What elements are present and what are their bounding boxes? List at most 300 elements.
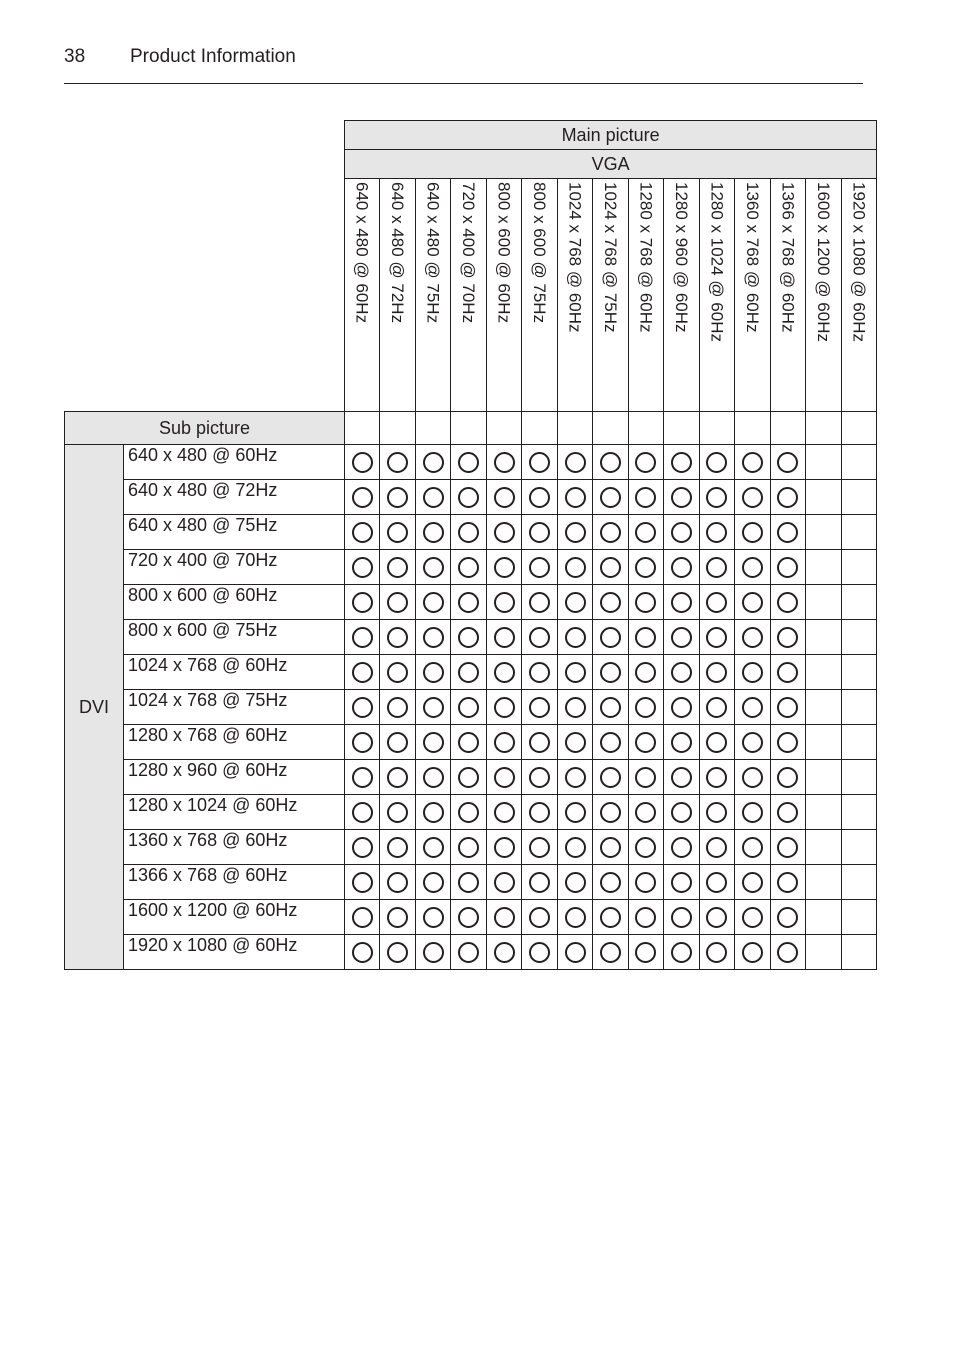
circle-icon (706, 942, 727, 963)
circle-icon (423, 872, 444, 893)
supported-cell (345, 690, 380, 725)
main-resolution-header (770, 179, 805, 412)
supported-cell (699, 480, 734, 515)
supported-cell (664, 585, 699, 620)
circle-icon (777, 592, 798, 613)
supported-cell (522, 690, 557, 725)
supported-cell (735, 900, 770, 935)
supported-cell (486, 725, 521, 760)
circle-icon (529, 557, 550, 578)
main-resolution-label: 640 x 480 @ 60Hz (352, 182, 372, 324)
circle-icon (706, 487, 727, 508)
circle-icon (494, 837, 515, 858)
supported-cell (522, 655, 557, 690)
supported-cell (699, 865, 734, 900)
main-resolution-header (345, 179, 380, 412)
supported-cell (522, 935, 557, 970)
main-resolution-label: 1280 x 768 @ 60Hz (636, 182, 656, 333)
circle-icon (565, 662, 586, 683)
circle-icon (352, 487, 373, 508)
supported-cell (735, 690, 770, 725)
main-resolution-label: 640 x 480 @ 72Hz (388, 182, 408, 324)
circle-icon (494, 767, 515, 788)
empty-cell (415, 412, 450, 445)
supported-cell (557, 480, 592, 515)
supported-cell (345, 585, 380, 620)
circle-icon (494, 627, 515, 648)
circle-icon (706, 592, 727, 613)
empty-cell (806, 550, 841, 585)
supported-cell (451, 655, 486, 690)
supported-cell (770, 900, 805, 935)
supported-cell (770, 515, 805, 550)
circle-icon (565, 592, 586, 613)
supported-cell (628, 515, 663, 550)
circle-icon (387, 452, 408, 473)
circle-icon (742, 487, 763, 508)
supported-cell (345, 900, 380, 935)
supported-cell (451, 690, 486, 725)
circle-icon (352, 592, 373, 613)
empty-cell (806, 865, 841, 900)
circle-icon (635, 487, 656, 508)
sub-picture-header: Sub picture (65, 412, 345, 445)
table-row (65, 795, 877, 830)
supported-cell (628, 760, 663, 795)
circle-icon (494, 592, 515, 613)
supported-cell (451, 480, 486, 515)
supported-cell (664, 550, 699, 585)
empty-cell (841, 550, 877, 585)
circle-icon (777, 837, 798, 858)
circle-icon (706, 557, 727, 578)
circle-icon (565, 627, 586, 648)
circle-icon (706, 697, 727, 718)
supported-cell (699, 585, 734, 620)
circle-icon (458, 697, 479, 718)
supported-cell (735, 585, 770, 620)
circle-icon (565, 487, 586, 508)
supported-cell (415, 760, 450, 795)
circle-icon (387, 942, 408, 963)
empty-cell (806, 795, 841, 830)
circle-icon (600, 802, 621, 823)
circle-icon (529, 627, 550, 648)
circle-icon (494, 802, 515, 823)
circle-icon (671, 627, 692, 648)
circle-icon (600, 907, 621, 928)
supported-cell (557, 620, 592, 655)
circle-icon (423, 942, 444, 963)
supported-cell (415, 900, 450, 935)
supported-cell (522, 515, 557, 550)
circle-icon (387, 802, 408, 823)
supported-cell (664, 515, 699, 550)
supported-cell (345, 935, 380, 970)
circle-icon (387, 697, 408, 718)
circle-icon (671, 732, 692, 753)
supported-cell (770, 550, 805, 585)
supported-cell (451, 830, 486, 865)
supported-cell (451, 900, 486, 935)
supported-cell (557, 655, 592, 690)
main-resolution-label: 1360 x 768 @ 60Hz (742, 182, 762, 333)
empty-cell (841, 480, 877, 515)
circle-icon (600, 942, 621, 963)
table-row (65, 445, 877, 480)
circle-icon (600, 452, 621, 473)
empty-cell (735, 412, 770, 445)
supported-cell (451, 550, 486, 585)
table-row (65, 620, 877, 655)
supported-cell (628, 585, 663, 620)
circle-icon (458, 662, 479, 683)
supported-cell (522, 900, 557, 935)
supported-cell (380, 445, 415, 480)
circle-icon (494, 942, 515, 963)
circle-icon (600, 662, 621, 683)
main-resolution-label: 800 x 600 @ 60Hz (494, 182, 514, 324)
circle-icon (742, 732, 763, 753)
circle-icon (600, 627, 621, 648)
main-resolution-header (415, 179, 450, 412)
empty-cell (841, 412, 877, 445)
circle-icon (600, 487, 621, 508)
supported-cell (593, 935, 628, 970)
table-body (65, 121, 877, 970)
supported-cell (380, 620, 415, 655)
circle-icon (529, 452, 550, 473)
circle-icon (706, 627, 727, 648)
sub-resolution-label: 800 x 600 @ 75Hz (124, 620, 345, 655)
circle-icon (671, 487, 692, 508)
supported-cell (415, 725, 450, 760)
supported-cell (593, 655, 628, 690)
circle-icon (352, 452, 373, 473)
circle-icon (423, 802, 444, 823)
supported-cell (770, 445, 805, 480)
empty-cell (593, 412, 628, 445)
empty-cell (841, 760, 877, 795)
supported-cell (345, 865, 380, 900)
circle-icon (529, 697, 550, 718)
supported-cell (628, 655, 663, 690)
circle-icon (352, 942, 373, 963)
supported-cell (770, 795, 805, 830)
table-row (65, 585, 877, 620)
supported-cell (664, 655, 699, 690)
main-resolution-label: 1280 x 960 @ 60Hz (671, 182, 691, 333)
circle-icon (352, 662, 373, 683)
circle-icon (777, 872, 798, 893)
circle-icon (635, 557, 656, 578)
supported-cell (345, 830, 380, 865)
main-resolution-header (522, 179, 557, 412)
supported-cell (628, 620, 663, 655)
supported-cell (735, 935, 770, 970)
circle-icon (387, 627, 408, 648)
circle-icon (706, 732, 727, 753)
supported-cell (664, 795, 699, 830)
circle-icon (671, 452, 692, 473)
supported-cell (486, 585, 521, 620)
sub-resolution-label: 1600 x 1200 @ 60Hz (124, 900, 345, 935)
sub-resolution-label: 1024 x 768 @ 75Hz (124, 690, 345, 725)
empty-cell (841, 795, 877, 830)
circle-icon (565, 767, 586, 788)
circle-icon (387, 872, 408, 893)
circle-icon (387, 767, 408, 788)
circle-icon (635, 662, 656, 683)
circle-icon (600, 872, 621, 893)
circle-icon (742, 662, 763, 683)
circle-icon (387, 557, 408, 578)
page-number: 38 (64, 46, 86, 67)
supported-cell (770, 585, 805, 620)
circle-icon (635, 732, 656, 753)
supported-cell (664, 480, 699, 515)
supported-cell (664, 620, 699, 655)
supported-cell (699, 550, 734, 585)
circle-icon (777, 907, 798, 928)
supported-cell (664, 865, 699, 900)
supported-cell (522, 480, 557, 515)
circle-icon (458, 592, 479, 613)
supported-cell (593, 760, 628, 795)
circle-icon (494, 452, 515, 473)
empty-cell (770, 412, 805, 445)
circle-icon (706, 907, 727, 928)
circle-icon (565, 872, 586, 893)
supported-cell (415, 480, 450, 515)
supported-cell (699, 830, 734, 865)
circle-icon (671, 837, 692, 858)
supported-cell (522, 550, 557, 585)
supported-cell (415, 795, 450, 830)
circle-icon (423, 522, 444, 543)
circle-icon (777, 662, 798, 683)
main-resolution-label: 1024 x 768 @ 75Hz (601, 182, 621, 333)
supported-cell (415, 585, 450, 620)
circle-icon (742, 522, 763, 543)
supported-cell (345, 480, 380, 515)
empty-cell (806, 585, 841, 620)
circle-icon (706, 767, 727, 788)
circle-icon (423, 907, 444, 928)
sub-resolution-label: 640 x 480 @ 72Hz (124, 480, 345, 515)
circle-icon (387, 522, 408, 543)
circle-icon (565, 452, 586, 473)
circle-icon (742, 592, 763, 613)
supported-cell (486, 550, 521, 585)
circle-icon (635, 767, 656, 788)
empty-cell (806, 935, 841, 970)
supported-cell (486, 935, 521, 970)
circle-icon (494, 872, 515, 893)
circle-icon (706, 837, 727, 858)
supported-cell (415, 620, 450, 655)
circle-icon (671, 767, 692, 788)
supported-cell (628, 830, 663, 865)
circle-icon (671, 697, 692, 718)
empty-cell (841, 690, 877, 725)
sub-resolution-label: 1280 x 960 @ 60Hz (124, 760, 345, 795)
table-row (65, 900, 877, 935)
section-title: Product Information (130, 46, 296, 67)
empty-cell (806, 655, 841, 690)
circle-icon (600, 557, 621, 578)
empty-cell (345, 412, 380, 445)
dvi-label: DVI (65, 445, 124, 970)
supported-cell (593, 795, 628, 830)
empty-cell (806, 725, 841, 760)
circle-icon (600, 767, 621, 788)
supported-cell (735, 480, 770, 515)
supported-cell (557, 935, 592, 970)
table-row (65, 480, 877, 515)
supported-cell (664, 830, 699, 865)
circle-icon (352, 697, 373, 718)
empty-cell (806, 900, 841, 935)
circle-icon (671, 907, 692, 928)
supported-cell (345, 515, 380, 550)
empty-cell (486, 412, 521, 445)
table-row (65, 655, 877, 690)
circle-icon (635, 802, 656, 823)
circle-icon (494, 557, 515, 578)
circle-icon (494, 732, 515, 753)
main-resolution-label: 1024 x 768 @ 60Hz (565, 182, 585, 333)
circle-icon (777, 487, 798, 508)
main-resolution-label: 1600 x 1200 @ 60Hz (813, 182, 833, 342)
circle-icon (494, 697, 515, 718)
circle-icon (529, 872, 550, 893)
supported-cell (380, 900, 415, 935)
circle-icon (423, 557, 444, 578)
empty-cell (806, 480, 841, 515)
supported-cell (486, 690, 521, 725)
supported-cell (522, 830, 557, 865)
circle-icon (742, 872, 763, 893)
supported-cell (735, 515, 770, 550)
supported-cell (380, 655, 415, 690)
supported-cell (699, 690, 734, 725)
supported-cell (557, 550, 592, 585)
circle-icon (529, 732, 550, 753)
empty-cell (806, 445, 841, 480)
supported-cell (380, 585, 415, 620)
circle-icon (352, 802, 373, 823)
supported-cell (593, 550, 628, 585)
supported-cell (593, 445, 628, 480)
circle-icon (423, 732, 444, 753)
supported-cell (593, 865, 628, 900)
supported-cell (486, 795, 521, 830)
supported-cell (415, 865, 450, 900)
circle-icon (777, 452, 798, 473)
circle-icon (742, 557, 763, 578)
supported-cell (380, 760, 415, 795)
supported-cell (345, 725, 380, 760)
circle-icon (635, 942, 656, 963)
supported-cell (557, 725, 592, 760)
table-row (65, 550, 877, 585)
supported-cell (699, 935, 734, 970)
circle-icon (777, 697, 798, 718)
circle-icon (671, 802, 692, 823)
supported-cell (415, 690, 450, 725)
supported-cell (735, 795, 770, 830)
empty-cell (841, 935, 877, 970)
main-resolution-header (806, 179, 841, 412)
circle-icon (777, 732, 798, 753)
supported-cell (486, 900, 521, 935)
circle-icon (458, 522, 479, 543)
supported-cell (593, 690, 628, 725)
supported-cell (451, 935, 486, 970)
circle-icon (777, 522, 798, 543)
supported-cell (557, 795, 592, 830)
supported-cell (770, 760, 805, 795)
circle-icon (458, 837, 479, 858)
supported-cell (380, 830, 415, 865)
main-resolution-header (664, 179, 699, 412)
supported-cell (451, 620, 486, 655)
supported-cell (699, 620, 734, 655)
empty-cell (664, 412, 699, 445)
circle-icon (777, 802, 798, 823)
supported-cell (557, 515, 592, 550)
empty-cell (841, 445, 877, 480)
supported-cell (522, 865, 557, 900)
supported-cell (451, 515, 486, 550)
supported-cell (345, 655, 380, 690)
supported-cell (557, 445, 592, 480)
supported-cell (735, 620, 770, 655)
empty-cell (806, 760, 841, 795)
supported-cell (735, 550, 770, 585)
circle-icon (352, 732, 373, 753)
supported-cell (699, 725, 734, 760)
supported-cell (628, 900, 663, 935)
empty-cell (628, 412, 663, 445)
circle-icon (352, 872, 373, 893)
sub-resolution-label: 1366 x 768 @ 60Hz (124, 865, 345, 900)
circle-icon (387, 592, 408, 613)
main-resolution-header (557, 179, 592, 412)
circle-icon (671, 557, 692, 578)
circle-icon (423, 767, 444, 788)
empty-cell (522, 412, 557, 445)
circle-icon (529, 522, 550, 543)
supported-cell (486, 655, 521, 690)
supported-cell (486, 515, 521, 550)
empty-cell (806, 620, 841, 655)
supported-cell (380, 480, 415, 515)
circle-icon (600, 522, 621, 543)
circle-icon (529, 487, 550, 508)
circle-icon (706, 522, 727, 543)
circle-icon (777, 557, 798, 578)
circle-icon (387, 487, 408, 508)
circle-icon (387, 732, 408, 753)
supported-cell (628, 795, 663, 830)
circle-icon (565, 942, 586, 963)
main-picture-row (65, 121, 877, 150)
supported-cell (735, 445, 770, 480)
circle-icon (600, 732, 621, 753)
supported-cell (593, 480, 628, 515)
